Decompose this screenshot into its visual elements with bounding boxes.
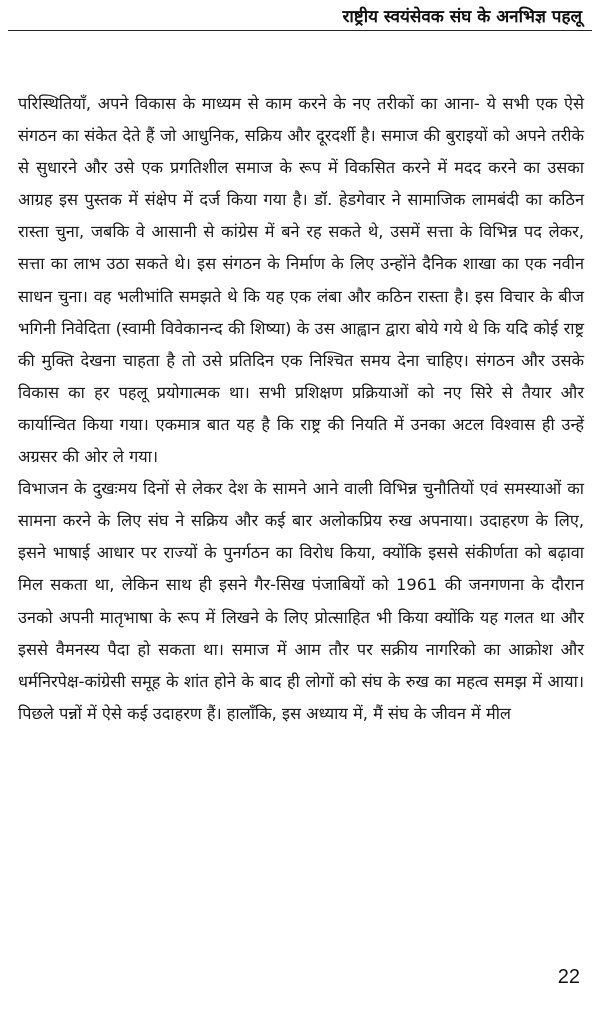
body-text [18,88,584,730]
page-number: 22 [557,966,580,988]
header-rule [8,30,592,31]
paragraph-2: विभाजन के दुखःमय दिनों से लेकर देश के सामने आने वाली विभिन्न चुनौतियों एवं समस्याओं का सामना करने के लिए संघ ने सक्रिय और कई बार अलोकप्रिय रुख अपनाया। उदाहरण के लिए, इसने भाषाई आधार पर राज्यों के पुनर्गठन का विरोध किया, क्योंकि इससे संकीर्णता को बढ़ावा मिल सकता था, लेकिन साथ ही इसने गैर-सिख पंजाबियों को 1961 की जनगणना के दौरान उनको अपनी मातृभाषा के रूप में लिखने के लिए प्रोत्साहित भी किया क्योंकि यह गलत था और इससे वैमनस्य पैदा हो सकता था। समाज में आम तौर पर सक्रीय नागरिको का आक्रोश और धर्मनिरपेक्ष-कांग्रेसी समूह के शांत होने के बाद ही लोगों को संघ के रुख का महत्व समझ में आया। पिछले पन्नों में ऐसे कई उदाहरण हैं। हालाँकि, इस अध्याय में, मैं संघ के जीवन में मील [18,479,584,723]
paragraph-1: परिस्थितियाँ, अपने विकास के माध्यम से काम करने के नए तरीकों का आना- ये सभी एक ऐसे संगठन का संकेत देते हैं जो आधुनिक, सक्रिय और दूरदर्शी है। समाज की बुराइयों को अपने तरीके से सुधारने और उसे एक प्रगतिशील समाज के रूप में विकसित करने में मदद करने का उसका आग्रह इस पुस्तक में संक्षेप में दर्ज किया गया है। डॉ. हेडगेवार ने सामाजिक लामबंदी का कठिन रास्ता चुना, जबकि वे आसानी से कांग्रेस में बने रह सकते थे, उसमें सत्ता के विभिन्न पद लेकर, सत्ता का लाभ उठा सकते थे। इस संगठन के निर्माण के लिए उन्होंने दैनिक शाखा का एक नवीन साधन चुना। वह भलीभांति समझते थे कि यह एक लंबा और कठिन रास्ता है। इस विचार के बीज भगिनी निवेदिता (स्वामी विवेकानन्द की शिष्या) के उस आह्वान द्वारा बोये गये थे कि यदि कोई राष्ट्र की मुक्ति देखना चाहता है तो उसे प्रतिदिन एक निश्चित समय देना चाहिए। संगठन और उसके विकास का हर पहलू प्रयोगात्मक था। सभी प्रशिक्षण प्रक्रियाओं को नए सिरे से तैयार और कार्यान्वित किया गया। एकमात्र बात यह है कि राष्ट्र की नियति में उनका अटल विश्वास ही उन्हें अग्रसर की ओर ले गया। [18,94,584,467]
running-header: राष्ट्रीय स्वयंसेवक संघ के अनभिज्ञ पहलू [342,7,582,27]
